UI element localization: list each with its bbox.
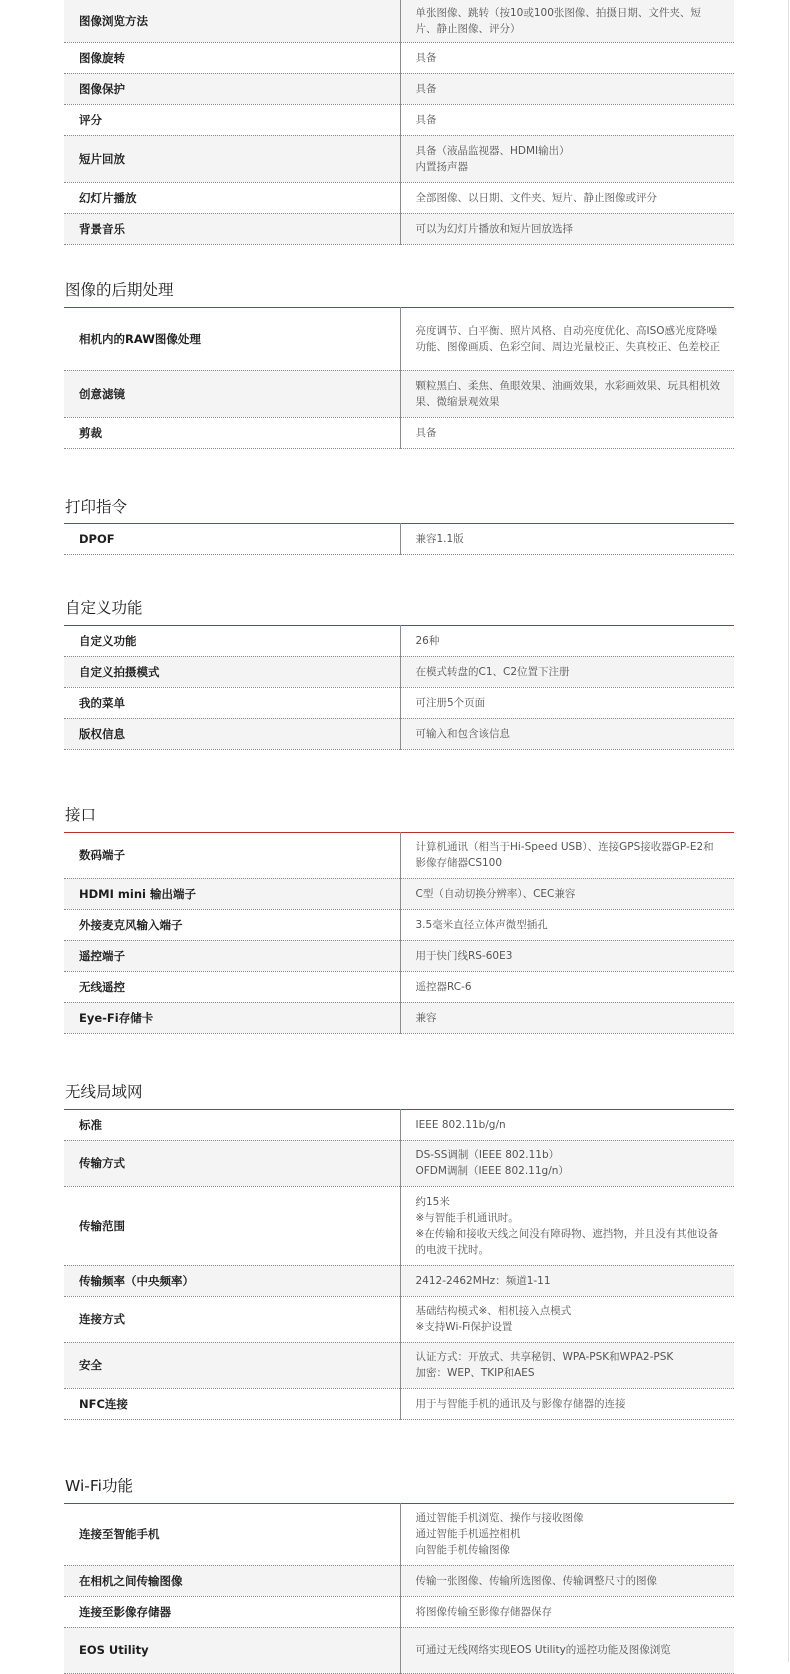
section-title: 图像的后期处理 — [65, 280, 174, 299]
spec-value: 具备 — [400, 73, 734, 104]
table-row — [64, 417, 734, 448]
table-row — [64, 182, 734, 213]
table-row — [64, 718, 734, 749]
table-row — [64, 1627, 734, 1673]
spec-value: 将图像传输至影像存储器保存 — [400, 1596, 734, 1627]
spec-label: 版权信息 — [64, 718, 400, 749]
spec-value: 具备（液晶监视器、HDMI输出） 内置扬声器 — [400, 135, 734, 182]
section-title: 打印指令 — [65, 497, 128, 516]
spec-label: 连接方式 — [64, 1296, 400, 1342]
spec-label: 评分 — [64, 104, 400, 135]
spec-label: 短片回放 — [64, 135, 400, 182]
spec-value: 在模式转盘的C1、C2位置下注册 — [400, 656, 734, 687]
spec-label: 标准 — [64, 1109, 400, 1140]
spec-label: 相机内的RAW图像处理 — [64, 307, 400, 370]
spec-value: 计算机通讯（相当于Hi-Speed USB）、连接GPS接收器GP-E2和影像存储器CS100 — [400, 832, 734, 878]
spec-label: 自定义拍摄模式 — [64, 656, 400, 687]
spec-value: 通过智能手机浏览、操作与接收图像 通过智能手机遥控相机 向智能手机传输图像 — [400, 1503, 734, 1565]
spec-label: 连接至影像存储器 — [64, 1596, 400, 1627]
spec-value: 具备 — [400, 417, 734, 448]
spec-label: HDMI mini 输出端子 — [64, 878, 400, 909]
spec-label: 图像浏览方法 — [64, 0, 400, 42]
spec-value: 可注册5个页面 — [400, 687, 734, 718]
table-row — [64, 1503, 734, 1565]
table-row — [64, 104, 734, 135]
spec-label: 无线遥控 — [64, 971, 400, 1002]
table-row — [64, 1140, 734, 1186]
spec-label: 背景音乐 — [64, 213, 400, 244]
spec-value: 26种 — [400, 625, 734, 656]
section-title: Wi-Fi功能 — [65, 1476, 133, 1495]
spec-label: 图像旋转 — [64, 42, 400, 73]
table-row — [64, 971, 734, 1002]
spec-label: 遥控端子 — [64, 940, 400, 971]
spec-value: 可通过无线网络实现EOS Utility的遥控功能及图像浏览 — [400, 1627, 734, 1673]
section-title: 接口 — [65, 805, 97, 824]
spec-table-interface — [64, 832, 734, 1034]
spec-label: 连接至智能手机 — [64, 1503, 400, 1565]
spec-label: 幻灯片播放 — [64, 182, 400, 213]
spec-label: Eye-Fi存储卡 — [64, 1002, 400, 1033]
spec-table-wifi-functions — [64, 1503, 734, 1674]
table-row — [64, 1265, 734, 1296]
spec-label: NFC连接 — [64, 1388, 400, 1419]
table-row — [64, 523, 734, 554]
spec-label: DPOF — [64, 523, 400, 554]
table-row — [64, 73, 734, 104]
table-row — [64, 1109, 734, 1140]
table-row — [64, 1565, 734, 1596]
spec-table-post-processing — [64, 307, 734, 449]
spec-page — [64, 0, 734, 1674]
table-row — [64, 1002, 734, 1033]
table-row — [64, 1296, 734, 1342]
spec-label: 数码端子 — [64, 832, 400, 878]
spec-label: 创意滤镜 — [64, 370, 400, 417]
spec-label: 传输范围 — [64, 1186, 400, 1265]
spec-value: 传输一张图像、传输所选图像、传输调整尺寸的图像 — [400, 1565, 734, 1596]
spec-value: 认证方式：开放式、共享秘钥、WPA-PSK和WPA2-PSK 加密：WEP、TKIP和AES — [400, 1342, 734, 1388]
spec-value: DS-SS调制（IEEE 802.11b） OFDM调制（IEEE 802.11g/n） — [400, 1140, 734, 1186]
table-row — [64, 1186, 734, 1265]
spec-value: 约15米 ※与智能手机通讯时。 ※在传输和接收天线之间没有障碍物、遮挡物，并且没有其他设备的电波干扰时。 — [400, 1186, 734, 1265]
spec-value: 基础结构模式※、相机接入点模式 ※支持Wi-Fi保护设置 — [400, 1296, 734, 1342]
table-row — [64, 213, 734, 244]
section-title: 自定义功能 — [65, 598, 143, 617]
spec-value: 用于快门线RS-60E3 — [400, 940, 734, 971]
table-row — [64, 370, 734, 417]
spec-value: 颗粒黑白、柔焦、鱼眼效果、油画效果，水彩画效果、玩具相机效果、微缩景观效果 — [400, 370, 734, 417]
spec-value: 具备 — [400, 42, 734, 73]
spec-label: 自定义功能 — [64, 625, 400, 656]
spec-value: 可输入和包含该信息 — [400, 718, 734, 749]
spec-value: 兼容1.1版 — [400, 523, 734, 554]
table-row — [64, 909, 734, 940]
table-row — [64, 687, 734, 718]
table-row — [64, 307, 734, 370]
spec-value: 亮度调节、白平衡、照片风格、自动亮度优化、高ISO感光度降噪功能、图像画质、色彩空间、周边光量校正、失真校正、色差校正 — [400, 307, 734, 370]
spec-label: 外接麦克风输入端子 — [64, 909, 400, 940]
table-row — [64, 42, 734, 73]
spec-value: 3.5毫米直径立体声微型插孔 — [400, 909, 734, 940]
spec-value: 单张图像、跳转（按10或100张图像、拍摄日期、文件夹、短片、静止图像、评分） — [400, 0, 734, 42]
spec-value: 全部图像、以日期、文件夹、短片、静止图像或评分 — [400, 182, 734, 213]
table-row — [64, 1342, 734, 1388]
spec-value: 具备 — [400, 104, 734, 135]
table-row — [64, 0, 734, 42]
table-row — [64, 656, 734, 687]
table-row — [64, 135, 734, 182]
spec-value: C型（自动切换分辨率）、CEC兼容 — [400, 878, 734, 909]
spec-label: 安全 — [64, 1342, 400, 1388]
spec-label: 在相机之间传输图像 — [64, 1565, 400, 1596]
spec-label: EOS Utility — [64, 1627, 400, 1673]
spec-table-print-order — [64, 523, 734, 555]
spec-label: 剪裁 — [64, 417, 400, 448]
spec-label: 我的菜单 — [64, 687, 400, 718]
spec-value: 遥控器RC-6 — [400, 971, 734, 1002]
spec-value: IEEE 802.11b/g/n — [400, 1109, 734, 1140]
spec-value: 用于与智能手机的通讯及与影像存储器的连接 — [400, 1388, 734, 1419]
spec-table-playback — [64, 0, 734, 245]
table-row — [64, 1596, 734, 1627]
spec-table-custom-functions — [64, 625, 734, 750]
spec-value: 兼容 — [400, 1002, 734, 1033]
table-row — [64, 1388, 734, 1419]
table-row — [64, 832, 734, 878]
spec-label: 图像保护 — [64, 73, 400, 104]
table-row — [64, 878, 734, 909]
spec-value: 可以为幻灯片播放和短片回放选择 — [400, 213, 734, 244]
spec-label: 传输频率（中央频率） — [64, 1265, 400, 1296]
spec-value: 2412-2462MHz：频道1-11 — [400, 1265, 734, 1296]
table-row — [64, 625, 734, 656]
section-title: 无线局域网 — [65, 1082, 143, 1101]
table-row — [64, 940, 734, 971]
spec-table-wireless-lan — [64, 1109, 734, 1420]
page-right-edge — [788, 0, 789, 1662]
spec-label: 传输方式 — [64, 1140, 400, 1186]
